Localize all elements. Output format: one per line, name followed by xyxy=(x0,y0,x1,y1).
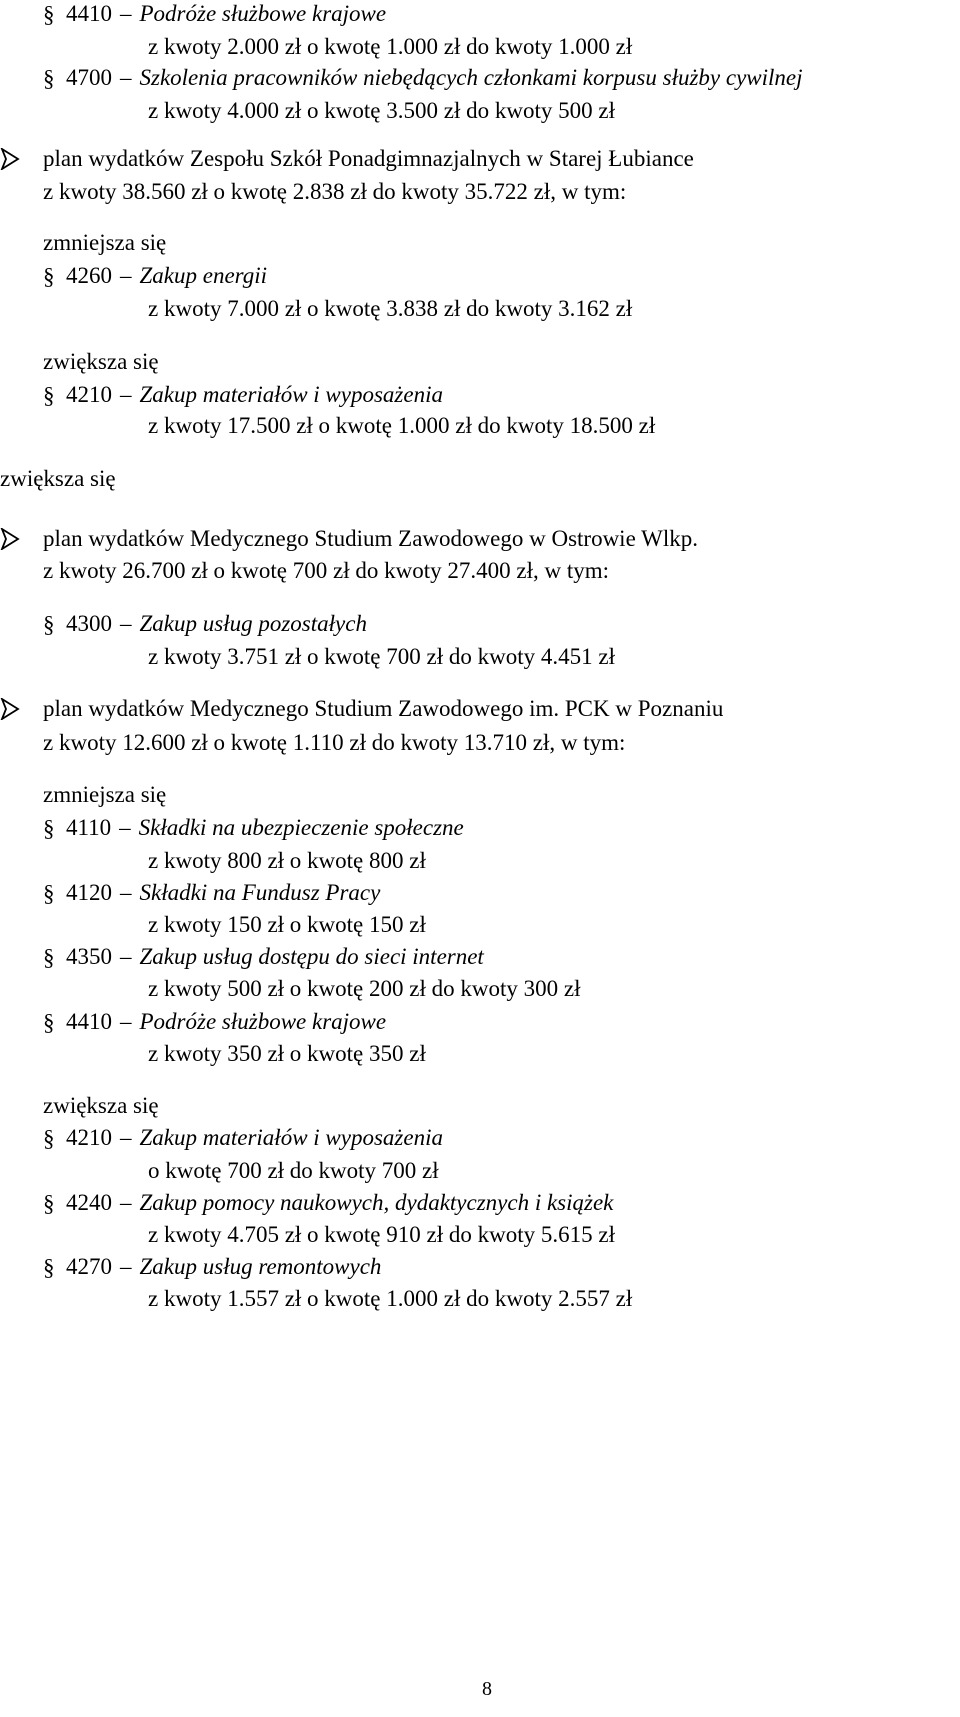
budget-item-code: 4410 xyxy=(66,1,112,26)
amount-change-line: z kwoty 17.500 zł o kwotę 1.000 zł do kwoty 18.500 zł xyxy=(148,413,656,438)
amount-change-line: z kwoty 800 zł o kwotę 800 zł xyxy=(148,848,426,873)
change-direction-label: zwiększa się xyxy=(43,349,159,374)
section-symbol-icon: § xyxy=(43,383,55,408)
amount-change-line: o kwotę 700 zł do kwoty 700 zł xyxy=(148,1158,439,1183)
section-symbol-icon: § xyxy=(43,66,55,91)
budget-item-dash: – xyxy=(120,65,132,90)
amount-change-line: z kwoty 500 zł o kwotę 200 zł do kwoty 300 zł xyxy=(148,976,581,1001)
section-symbol-icon: § xyxy=(43,264,55,289)
budget-item-code: 4410 xyxy=(66,1009,112,1034)
budget-item-line xyxy=(66,943,484,971)
budget-item-dash: – xyxy=(120,1190,132,1215)
budget-item-title: Zakup pomocy naukowych, dydaktycznych i książek xyxy=(139,1190,614,1215)
amount-change-line: z kwoty 4.000 zł o kwotę 3.500 zł do kwoty 500 zł xyxy=(148,98,615,123)
budget-item-code: 4350 xyxy=(66,944,112,969)
budget-item-line xyxy=(66,1253,381,1281)
budget-item-line xyxy=(66,610,367,638)
budget-item-dash: – xyxy=(120,382,132,407)
section-symbol-icon: § xyxy=(43,945,55,970)
plan-amount-line: z kwoty 38.560 zł o kwotę 2.838 zł do kwoty 35.722 zł, w tym: xyxy=(43,179,627,204)
budget-item-dash: – xyxy=(120,1,132,26)
budget-item-line xyxy=(66,262,267,290)
budget-item-code: 4240 xyxy=(66,1190,112,1215)
budget-item-dash: – xyxy=(120,944,132,969)
section-symbol-icon: § xyxy=(43,816,55,841)
amount-change-line: z kwoty 150 zł o kwotę 150 zł xyxy=(148,912,426,937)
budget-item-code: 4210 xyxy=(66,1125,112,1150)
section-symbol-icon: § xyxy=(43,1255,55,1280)
amount-change-line: z kwoty 350 zł o kwotę 350 zł xyxy=(148,1041,426,1066)
budget-item-dash: – xyxy=(120,1254,132,1279)
budget-item-title: Składki na Fundusz Pracy xyxy=(139,880,381,905)
budget-item-dash: – xyxy=(119,815,131,840)
change-direction-label: zwiększa się xyxy=(0,466,116,491)
budget-item-dash: – xyxy=(120,1009,132,1034)
page-number: 8 xyxy=(482,1678,492,1700)
budget-item-line xyxy=(66,64,803,92)
budget-item-title: Zakup usług remontowych xyxy=(139,1254,382,1279)
budget-item-code: 4110 xyxy=(66,815,112,840)
budget-item-title: Składki na ubezpieczenie społeczne xyxy=(138,815,464,840)
budget-item-line xyxy=(66,814,464,842)
budget-item-code: 4270 xyxy=(66,1254,112,1279)
budget-item-dash: – xyxy=(120,880,132,905)
section-symbol-icon: § xyxy=(43,2,55,27)
budget-item-line xyxy=(66,1189,613,1217)
budget-item-title: Szkolenia pracowników niebędących członkami korpusu służby cywilnej xyxy=(139,65,803,90)
budget-item-title: Zakup energii xyxy=(139,263,268,288)
budget-item-title: Zakup materiałów i wyposażenia xyxy=(139,1125,443,1150)
budget-item-line xyxy=(66,1124,443,1152)
amount-change-line: z kwoty 4.705 zł o kwotę 910 zł do kwoty 5.615 zł xyxy=(148,1222,615,1247)
budget-item-code: 4210 xyxy=(66,382,112,407)
section-symbol-icon: § xyxy=(43,1191,55,1216)
budget-item-dash: – xyxy=(120,263,132,288)
budget-item-dash: – xyxy=(120,611,132,636)
budget-item-title: Zakup materiałów i wyposażenia xyxy=(139,382,443,407)
amount-change-line: z kwoty 7.000 zł o kwotę 3.838 zł do kwoty 3.162 zł xyxy=(148,296,633,321)
plan-heading: plan wydatków Zespołu Szkół Ponadgimnazjalnych w Starej Łubiance xyxy=(43,146,694,171)
change-direction-label: zmniejsza się xyxy=(43,230,167,255)
change-direction-label: zwiększa się xyxy=(43,1093,159,1118)
budget-item-title: Zakup usług dostępu do sieci internet xyxy=(139,944,484,969)
plan-amount-line: z kwoty 12.600 zł o kwotę 1.110 zł do kwoty 13.710 zł, w tym: xyxy=(43,730,626,755)
amount-change-line: z kwoty 2.000 zł o kwotę 1.000 zł do kwoty 1.000 zł xyxy=(148,34,633,59)
section-symbol-icon: § xyxy=(43,1010,55,1035)
budget-item-code: 4300 xyxy=(66,611,112,636)
budget-item-code: 4700 xyxy=(66,65,112,90)
arrow-bullet-icon xyxy=(0,148,20,170)
plan-heading: plan wydatków Medycznego Studium Zawodowego w Ostrowie Wlkp. xyxy=(43,526,698,551)
amount-change-line: z kwoty 1.557 zł o kwotę 1.000 zł do kwoty 2.557 zł xyxy=(148,1286,633,1311)
budget-item-line xyxy=(66,0,386,28)
section-symbol-icon: § xyxy=(43,881,55,906)
budget-item-title: Zakup usług pozostałych xyxy=(139,611,367,636)
arrow-bullet-icon xyxy=(0,698,20,720)
budget-item-line xyxy=(66,1008,386,1036)
change-direction-label: zmniejsza się xyxy=(43,782,167,807)
arrow-bullet-icon xyxy=(0,528,20,550)
section-symbol-icon: § xyxy=(43,1126,55,1151)
budget-item-title: Podróże służbowe krajowe xyxy=(139,1,387,26)
budget-item-title: Podróże służbowe krajowe xyxy=(139,1009,387,1034)
budget-item-code: 4260 xyxy=(66,263,112,288)
plan-heading: plan wydatków Medycznego Studium Zawodowego im. PCK w Poznaniu xyxy=(43,696,724,721)
budget-item-line xyxy=(66,381,443,409)
section-symbol-icon: § xyxy=(43,612,55,637)
amount-change-line: z kwoty 3.751 zł o kwotę 700 zł do kwoty 4.451 zł xyxy=(148,644,615,669)
budget-item-code: 4120 xyxy=(66,880,112,905)
plan-amount-line: z kwoty 26.700 zł o kwotę 700 zł do kwoty 27.400 zł, w tym: xyxy=(43,558,609,583)
budget-item-line xyxy=(66,879,380,907)
budget-item-dash: – xyxy=(120,1125,132,1150)
